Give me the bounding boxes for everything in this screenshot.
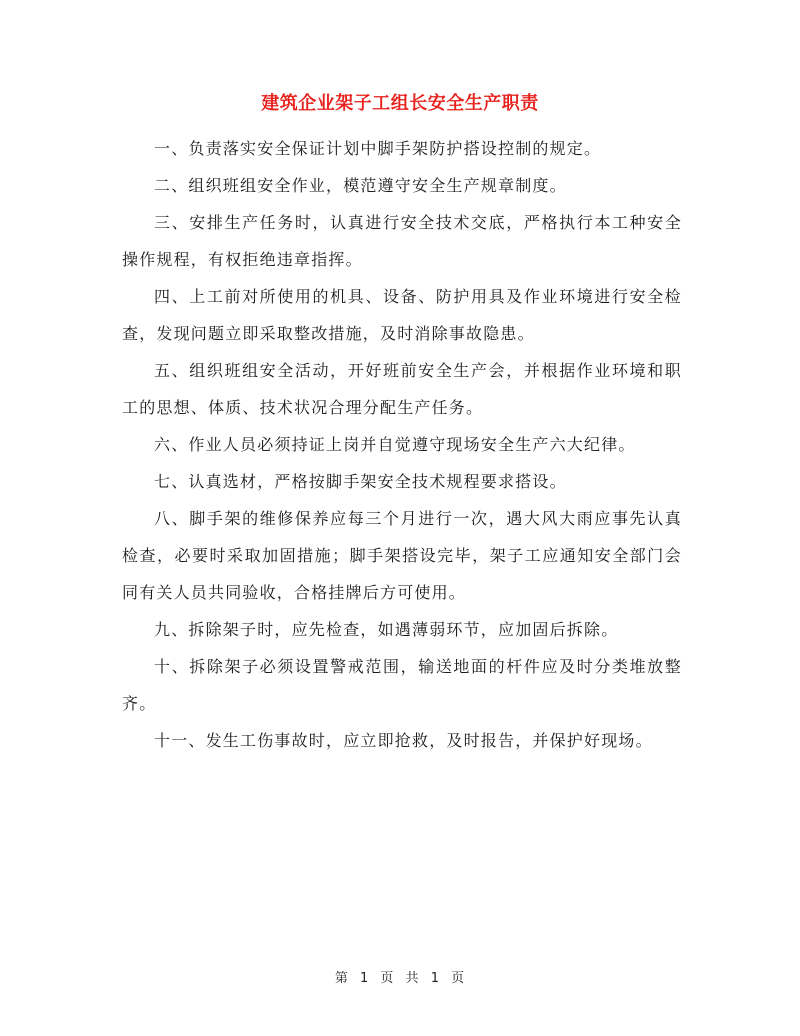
paragraph-9: 九、拆除架子时，应先检查，如遇薄弱环节，应加固后拆除。 <box>154 620 619 639</box>
paragraph-4: 四、上工前对所使用的机具、设备、防护用具及作业环境进行安全检查，发现问题立即采取整改措施，及时消除事故隐患。 <box>122 287 682 343</box>
paragraph-2: 二、组织班组安全作业，模范遵守安全生产规章制度。 <box>154 176 567 195</box>
paragraph-8: 八、脚手架的维修保养应每三个月进行一次，遇大风大雨应事先认真检查，必要时采取加固措施；脚手架搭设完毕，架子工应通知安全部门会同有关人员共同验收，合格挂牌后方可使用。 <box>122 509 682 602</box>
paragraph-1: 一、负责落实安全保证计划中脚手架防护搭设控制的规定。 <box>154 139 602 158</box>
document-title: 建筑企业架子工组长安全生产职责 <box>261 93 539 114</box>
paragraph-11: 十一、发生工伤事故时，应立即抢救，及时报告，并保护好现场。 <box>154 731 653 750</box>
paragraph-7: 七、认真选材，严格按脚手架安全技术规程要求搭设。 <box>154 472 567 491</box>
paragraph-3: 三、安排生产任务时，认真进行安全技术交底，严格执行本工种安全操作规程，有权拒绝违章指挥。 <box>122 213 682 269</box>
paragraph-10: 十、拆除架子必须设置警戒范围，输送地面的杆件应及时分类堆放整齐。 <box>122 657 682 713</box>
page-number-footer: 第 1 页 共 1 页 <box>334 971 466 986</box>
document-body <box>122 130 682 759</box>
paragraph-5: 五、组织班组安全活动，开好班前安全生产会，并根据作业环境和职工的思想、体质、技术状况合理分配生产任务。 <box>122 361 682 417</box>
paragraph-6: 六、作业人员必须持证上岗并自觉遵守现场安全生产六大纪律。 <box>154 435 636 454</box>
